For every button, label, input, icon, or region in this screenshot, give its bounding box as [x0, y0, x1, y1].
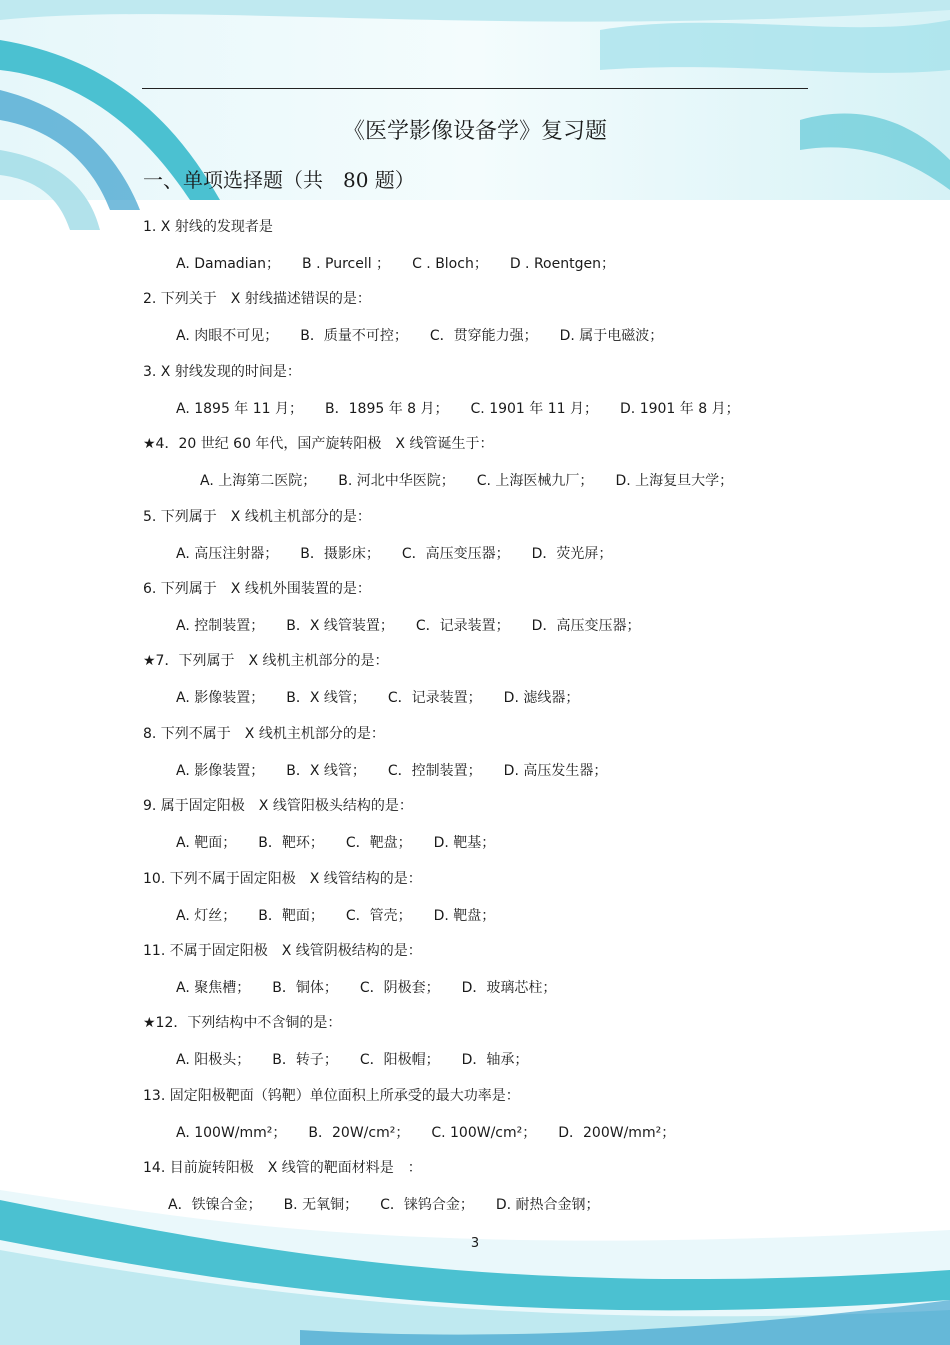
question-options — [176, 760, 629, 780]
option-a: A. 上海第二医院； — [200, 473, 317, 490]
option-c: C. 1901 年 11 月； — [470, 400, 599, 417]
option-d: D. 上海复旦大学； — [615, 473, 734, 490]
option-a: A. 100W/mm²； — [176, 1124, 287, 1141]
option-d: D. 耐热合金钢； — [495, 1197, 600, 1214]
question-options — [176, 398, 762, 418]
question-options — [176, 905, 517, 925]
option-c: C．靶盘； — [345, 835, 412, 852]
option-a: A. 灯丝； — [176, 907, 237, 924]
header-rule — [142, 88, 808, 89]
option-b: B . Purcell ； — [302, 256, 391, 272]
page-number: 3 — [470, 1236, 480, 1251]
option-b: B．铜体； — [272, 980, 338, 996]
question-text: ★7．下列属于 X 线机主机部分的是： — [143, 653, 389, 670]
option-d: D. 属于电磁波； — [559, 328, 664, 345]
option-c: C．贯穿能力强； — [429, 328, 538, 345]
question-text: 3. X 射线发现的时间是： — [143, 363, 301, 380]
option-b: B．靶环； — [258, 835, 324, 852]
option-a: A. 聚焦槽； — [176, 980, 251, 996]
option-c: C．记录装置； — [387, 690, 482, 707]
option-a: A. 1895 年 11 月； — [176, 400, 304, 417]
question-options — [176, 615, 662, 635]
option-b: B．X 线管装置； — [286, 618, 394, 634]
option-b: B. 无氧铜； — [283, 1197, 359, 1214]
option-d: D．高压变压器； — [531, 618, 641, 634]
option-c: C．阳极帽； — [359, 1052, 440, 1069]
option-a: A. 影像装置； — [176, 762, 265, 779]
option-a: A. Damadian； — [176, 256, 281, 272]
option-d: D. 滤线器； — [503, 690, 580, 707]
option-d: D . Roentgen； — [509, 256, 615, 272]
option-a: A. 高压注射器； — [176, 545, 279, 562]
question-text: 14. 目前旋转阳极 X 线管的靶面材料是 ： — [143, 1160, 422, 1177]
question-options — [176, 253, 637, 273]
section-heading: 一、单项选择题（共 80 题） — [143, 168, 415, 192]
option-c: C．阴极套； — [359, 980, 440, 996]
question-text: ★12．下列结构中不含铜的是： — [143, 1015, 342, 1032]
question-text: 9. 属于固定阳极 X 线管阳极头结构的是： — [143, 798, 413, 815]
option-b: B．摄影床； — [300, 545, 380, 562]
option-b: B．转子； — [272, 1052, 338, 1069]
option-b: B．1895 年 8 月； — [325, 400, 449, 417]
option-a: A．铁镍合金； — [168, 1197, 262, 1214]
option-b: B．靶面； — [258, 907, 324, 924]
option-c: C．控制装置； — [387, 762, 482, 779]
option-b: B．20W/cm²； — [308, 1124, 410, 1141]
option-b: B. 河北中华医院； — [338, 473, 455, 490]
question-text: 5. 下列属于 X 线机主机部分的是： — [143, 508, 371, 525]
question-options — [176, 832, 517, 852]
question-options — [176, 325, 685, 345]
option-c: C．管壳； — [345, 907, 412, 924]
option-d: D．玻璃芯柱； — [461, 980, 557, 996]
document-title: 《医学影像设备学》复习题 — [342, 119, 607, 144]
option-c: C. 100W/cm²； — [431, 1124, 537, 1141]
question-text: 13. 固定阳极靶面（钨靶）单位面积上所承受的最大功率是： — [143, 1087, 520, 1104]
option-c: C . Bloch； — [412, 256, 488, 272]
option-c: C. 上海医械九厂； — [476, 473, 594, 490]
question-options — [176, 1049, 550, 1069]
option-a: A. 控制装置； — [176, 618, 265, 634]
option-d: D. 靶基； — [433, 835, 496, 852]
option-a: A. 阳极头； — [176, 1052, 251, 1069]
question-options — [176, 687, 601, 707]
question-text: 2. 下列关于 X 射线描述错误的是： — [143, 291, 371, 308]
question-options — [176, 977, 578, 997]
option-d: D．荧光屏； — [531, 545, 613, 562]
option-d: D．轴承； — [461, 1052, 529, 1069]
option-b: B．质量不可控； — [300, 328, 408, 345]
question-options — [176, 543, 634, 563]
option-b: B．X 线管； — [286, 690, 366, 707]
option-b: B．X 线管； — [286, 762, 366, 779]
question-text: 8. 下列不属于 X 线机主机部分的是： — [143, 725, 385, 742]
question-text: 6. 下列属于 X 线机外围装置的是： — [143, 581, 371, 597]
question-options — [168, 1194, 622, 1214]
option-c: C．记录装置； — [415, 618, 510, 634]
question-text: ★4．20 世纪 60 年代，国产旋转阳极 X 线管诞生于： — [143, 436, 494, 453]
option-c: C．高压变压器； — [401, 545, 510, 562]
option-d: D. 靶盘； — [433, 907, 496, 924]
option-c: C．铼钨合金； — [380, 1197, 474, 1214]
option-d: D. 高压发生器； — [503, 762, 608, 779]
question-options — [200, 470, 755, 490]
option-a: A. 影像装置； — [176, 690, 265, 707]
option-a: A. 靶面； — [176, 835, 237, 852]
question-text: 1. X 射线的发现者是 — [143, 219, 273, 235]
question-text: 11. 不属于固定阳极 X 线管阴极结构的是： — [143, 943, 422, 959]
question-text: 10. 下列不属于固定阳极 X 线管结构的是： — [143, 870, 422, 887]
option-a: A. 肉眼不可见； — [176, 328, 279, 345]
option-d: D. 1901 年 8 月； — [620, 400, 740, 417]
option-d: D．200W/mm²； — [558, 1124, 676, 1141]
question-options — [176, 1122, 697, 1142]
